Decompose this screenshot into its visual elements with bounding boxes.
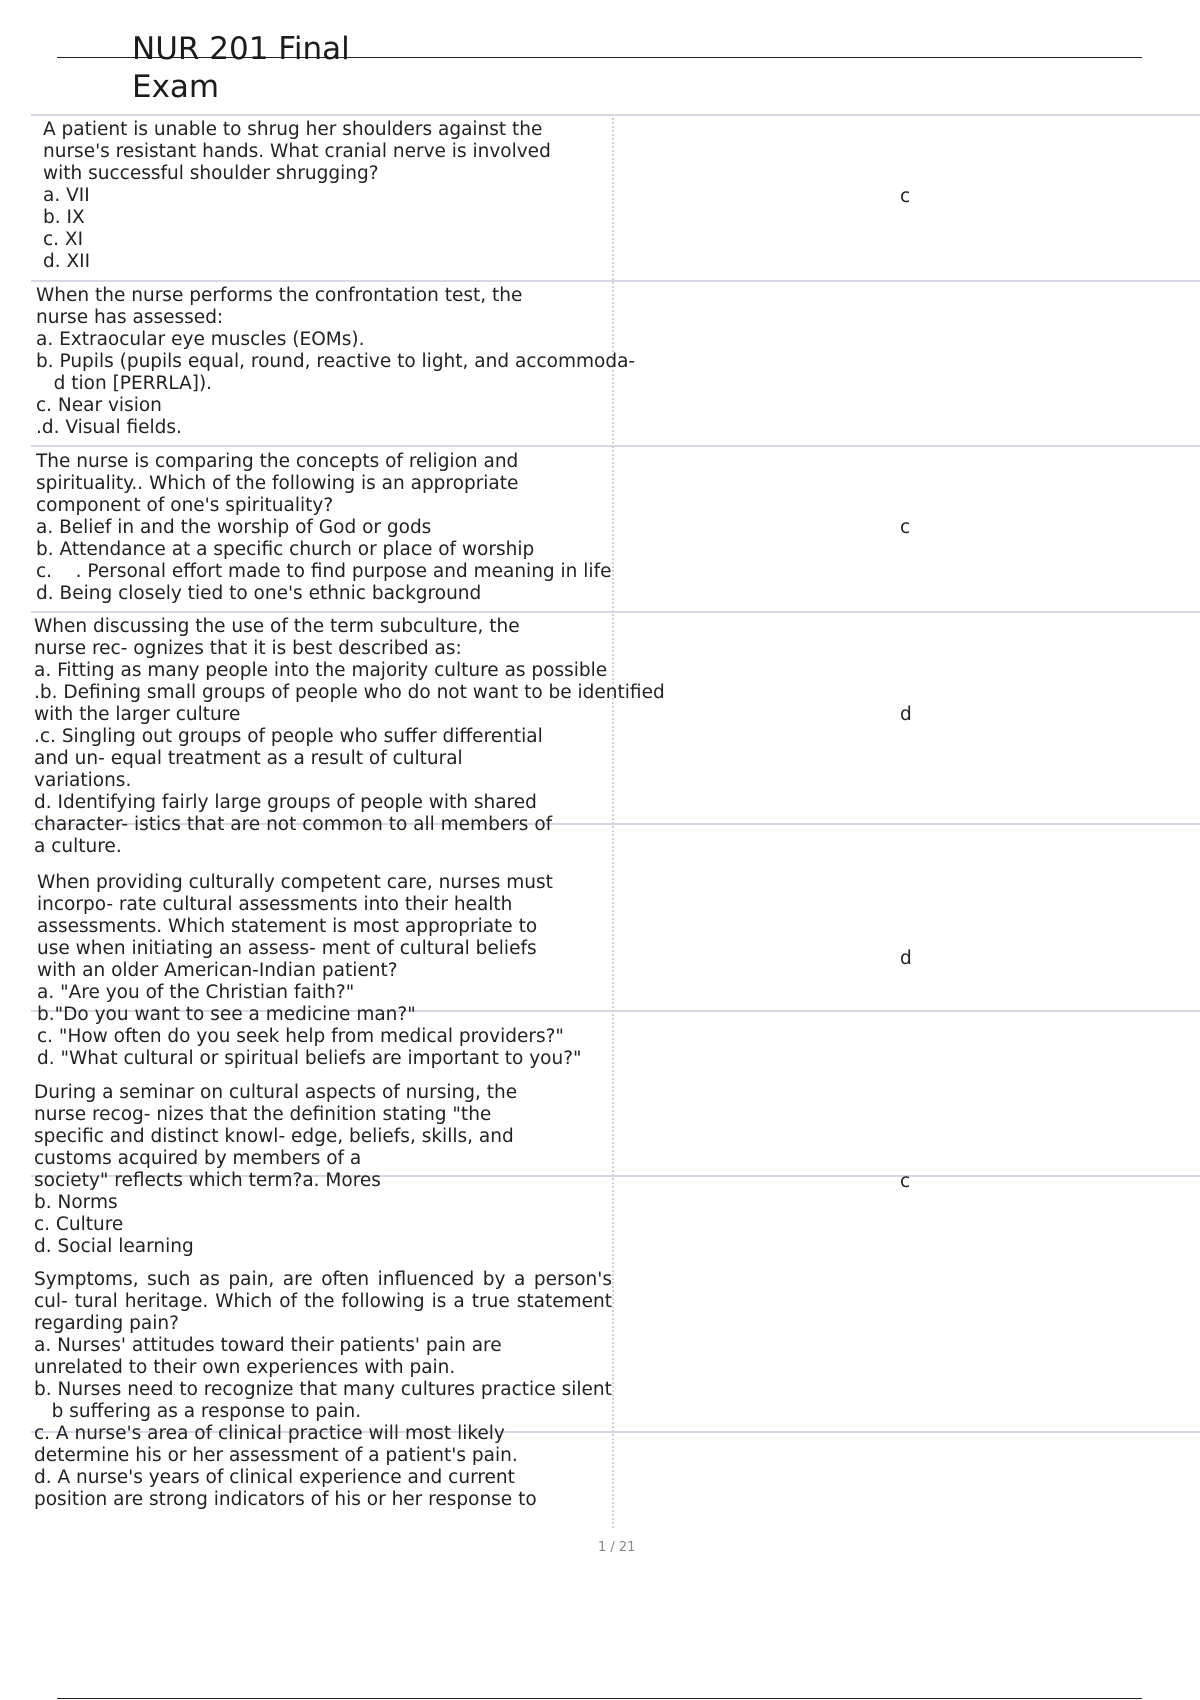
answer-4: d (900, 704, 912, 725)
row-divider (31, 280, 1200, 282)
question-line: b. Attendance at a specific church or place of worship (36, 539, 535, 560)
question-line: nurse's resistant hands. What cranial nerve is involved (43, 141, 551, 162)
row-divider (31, 445, 1200, 447)
question-2 (36, 285, 635, 439)
question-line: b. IX (43, 207, 85, 228)
question-line: c. "How often do you seek help from medical providers?" (37, 1026, 564, 1047)
document-title (132, 30, 350, 106)
question-line: a. Fitting as many people into the majority culture as possible (34, 660, 608, 681)
question-line: d. "What cultural or spiritual beliefs are important to you?" (37, 1048, 582, 1069)
question-line: a. "Are you of the Christian faith?" (37, 982, 355, 1003)
question-line: d tion [PERRLA]). (36, 373, 213, 394)
bottom-rule (57, 1698, 1142, 1699)
question-line: determine his or her assessment of a patient's pain. (34, 1445, 518, 1466)
question-7 (34, 1269, 612, 1511)
question-line: The nurse is comparing the concepts of religion and (36, 451, 519, 472)
question-3 (36, 451, 611, 605)
question-line: b suffering as a response to pain. (34, 1401, 362, 1422)
question-line: a. Extraocular eye muscles (EOMs). (36, 329, 365, 350)
question-line: When discussing the use of the term subculture, the (34, 616, 520, 637)
answer-5: d (900, 948, 912, 969)
question-line: assessments. Which statement is most appropriate to (37, 916, 538, 937)
question-line: b. Norms (34, 1192, 118, 1213)
question-line: and un- equal treatment as a result of cultural (34, 748, 463, 769)
row-divider (31, 114, 1200, 116)
question-line: with the larger culture (34, 704, 241, 725)
question-4 (34, 616, 665, 858)
question-line: c. A nurse's area of clinical practice will most likely (34, 1423, 505, 1444)
question-line: d. A nurse's years of clinical experience and current (34, 1467, 515, 1488)
document-title-line: Exam (132, 69, 220, 105)
question-line: character- istics that are not common to all members of (34, 814, 553, 835)
question-line: with an older American-Indian patient? (37, 960, 398, 981)
question-stem: Symptoms, such as pain, are often influenced by a person's cul- tural heritage. Which of the following is a true statement regarding pain? (34, 1269, 612, 1334)
question-line: .c. Singling out groups of people who suffer differential (34, 726, 543, 747)
row-divider (31, 611, 1200, 613)
question-line: incorpo- rate cultural assessments into their health (37, 894, 513, 915)
question-1 (43, 119, 551, 273)
question-5 (37, 872, 582, 1070)
question-line: use when initiating an assess- ment of cultural beliefs (37, 938, 537, 959)
question-line: a. VII (43, 185, 90, 206)
question-line: nurse has assessed: (36, 307, 224, 328)
question-6 (34, 1082, 517, 1258)
question-line: specific and distinct knowl- edge, beliefs, skills, and (34, 1126, 514, 1147)
question-line: A patient is unable to shrug her shoulders against the (43, 119, 543, 140)
question-line: d. XII (43, 251, 91, 272)
question-line: b."Do you want to see a medicine man?" (37, 1004, 416, 1025)
question-line: position are strong indicators of his or her response to (34, 1489, 537, 1510)
question-line: b. Pupils (pupils equal, round, reactive to light, and accommoda- (36, 351, 636, 372)
question-line: c. . Personal effort made to find purpose and meaning in life (36, 561, 612, 582)
question-line: nurse recog- nizes that the definition stating "the (34, 1104, 492, 1125)
answer-3: c (900, 517, 911, 538)
question-line: .b. Defining small groups of people who do not want to be identified (34, 682, 665, 703)
question-line: .d. Visual fields. (36, 417, 182, 438)
answer-6: c (900, 1171, 911, 1192)
question-line: a culture. (34, 836, 122, 857)
question-line: spirituality.. Which of the following is an appropriate (36, 473, 519, 494)
question-line: When the nurse performs the confrontation test, the (36, 285, 523, 306)
question-line: customs acquired by members of a (34, 1148, 362, 1169)
answer-1: c (900, 186, 911, 207)
question-line: variations. (34, 770, 132, 791)
question-line: with successful shoulder shrugging? (43, 163, 379, 184)
question-line: c. Culture (34, 1214, 124, 1235)
page-number: 1 / 21 (598, 1540, 636, 1555)
question-line: During a seminar on cultural aspects of nursing, the (34, 1082, 518, 1103)
question-line: d. Identifying fairly large groups of people with shared (34, 792, 537, 813)
question-line: c. Near vision (36, 395, 162, 416)
question-line: nurse rec- ognizes that it is best described as: (34, 638, 462, 659)
question-line: a. Nurses' attitudes toward their patients' pain are (34, 1335, 502, 1356)
question-line: a. Belief in and the worship of God or gods (36, 517, 432, 538)
question-line: b. Nurses need to recognize that many cultures practice silent (34, 1379, 612, 1400)
question-line: component of one's spirituality? (36, 495, 334, 516)
document-title-line: NUR 201 Final (132, 31, 350, 67)
question-line: c. XI (43, 229, 84, 250)
question-line: d. Being closely tied to one's ethnic background (36, 583, 482, 604)
question-line: unrelated to their own experiences with pain. (34, 1357, 456, 1378)
question-line: d. Social learning (34, 1236, 194, 1257)
question-line: When providing culturally competent care, nurses must (37, 872, 553, 893)
question-line: society" reflects which term?a. Mores (34, 1170, 381, 1191)
